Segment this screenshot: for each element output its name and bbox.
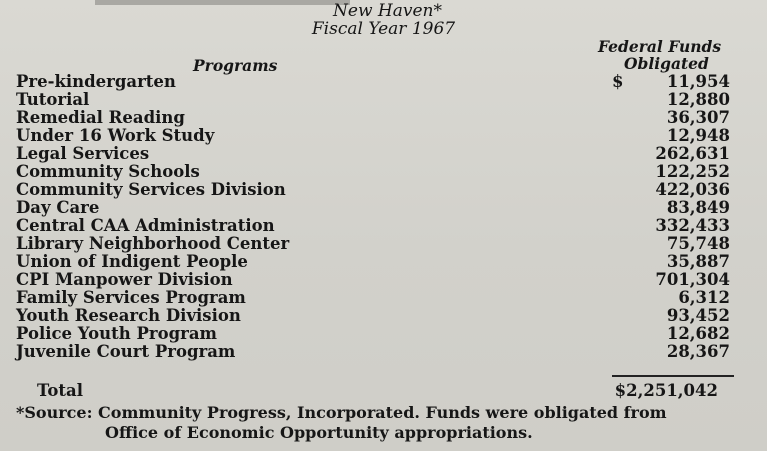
program-amount: 6,312 bbox=[678, 288, 730, 307]
table-row bbox=[16, 181, 736, 199]
table-row bbox=[16, 109, 736, 127]
document-title: New Haven* bbox=[333, 1, 442, 21]
table-row bbox=[16, 127, 736, 145]
program-name: Police Youth Program bbox=[16, 324, 217, 343]
table-row bbox=[16, 73, 736, 91]
table-row bbox=[16, 253, 736, 271]
program-name: CPI Manpower Division bbox=[16, 270, 233, 289]
program-name: Remedial Reading bbox=[16, 108, 185, 127]
program-name: Family Services Program bbox=[16, 288, 246, 307]
program-amount: 35,887 bbox=[666, 252, 730, 271]
program-amount: 36,307 bbox=[666, 108, 730, 127]
program-amount: 93,452 bbox=[666, 306, 730, 325]
table-row bbox=[16, 271, 736, 289]
table-row bbox=[16, 91, 736, 109]
program-amount: 75,748 bbox=[666, 234, 730, 253]
currency-symbol: $ bbox=[612, 72, 624, 91]
program-amount: 262,631 bbox=[655, 144, 730, 163]
total-rule-line bbox=[612, 375, 734, 377]
table-row bbox=[16, 343, 736, 361]
program-amount: 12,880 bbox=[666, 90, 730, 109]
program-name: Pre-kindergarten bbox=[16, 72, 176, 91]
program-amount: 332,433 bbox=[655, 216, 730, 235]
source-footnote-line2: Office of Economic Opportunity appropriations. bbox=[105, 423, 533, 442]
program-name: Day Care bbox=[16, 198, 100, 217]
document-subtitle: Fiscal Year 1967 bbox=[311, 19, 456, 39]
program-name: Juvenile Court Program bbox=[16, 342, 236, 361]
funds-column-header-line1: Federal Funds bbox=[598, 37, 722, 56]
table-row bbox=[16, 289, 736, 307]
table-row bbox=[16, 163, 736, 181]
program-amount: 122,252 bbox=[655, 162, 730, 181]
program-amount: 12,948 bbox=[666, 126, 730, 145]
program-name: Tutorial bbox=[16, 90, 90, 109]
program-amount: 28,367 bbox=[666, 342, 730, 361]
table-row bbox=[16, 145, 736, 163]
program-name: Community Schools bbox=[16, 162, 200, 181]
program-name: Library Neighborhood Center bbox=[16, 234, 290, 253]
program-amount: 11,954 bbox=[666, 72, 730, 91]
program-amount: 12,682 bbox=[666, 324, 730, 343]
program-name: Under 16 Work Study bbox=[16, 126, 215, 145]
program-name: Central CAA Administration bbox=[16, 216, 275, 235]
total-value: $2,251,042 bbox=[614, 381, 718, 400]
programs-column-header: Programs bbox=[193, 56, 278, 75]
program-name: Youth Research Division bbox=[16, 306, 241, 325]
program-amount: 422,036 bbox=[655, 180, 730, 199]
program-table bbox=[16, 73, 736, 361]
funds-column-header-line2: Obligated bbox=[624, 54, 709, 73]
program-name: Legal Services bbox=[16, 144, 150, 163]
program-amount: 83,849 bbox=[666, 198, 730, 217]
table-row bbox=[16, 217, 736, 235]
table-row bbox=[16, 199, 736, 217]
program-amount: 701,304 bbox=[655, 270, 730, 289]
program-name: Union of Indigent People bbox=[16, 252, 248, 271]
total-label: Total bbox=[37, 381, 83, 400]
source-footnote-line1: *Source: Community Progress, Incorporated. Funds were obligated from bbox=[16, 403, 667, 422]
table-row bbox=[16, 235, 736, 253]
table-row bbox=[16, 307, 736, 325]
table-row bbox=[16, 325, 736, 343]
program-name: Community Services Division bbox=[16, 180, 286, 199]
